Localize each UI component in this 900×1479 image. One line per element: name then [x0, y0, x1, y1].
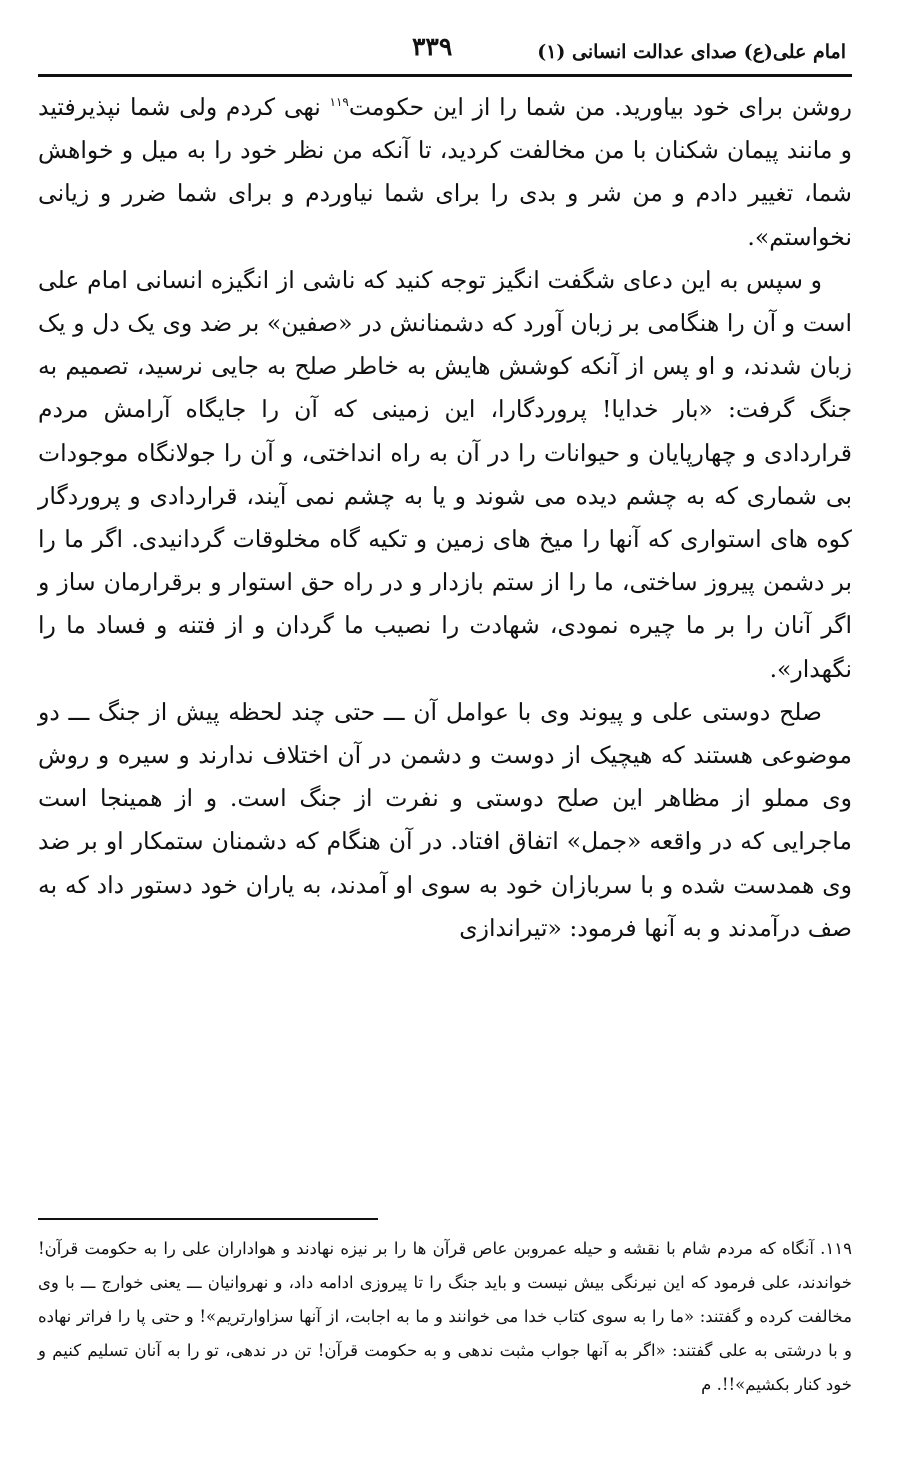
paragraph-3: صلح دوستی علی و پیوند وی با عوامل آن ـــ حتی چند لحظه پیش از جنگ ـــ دو موضوعی هستند که هیچیک از دوست و دشمن در آن اختلاف ندارند و سیره و روش وی مملو از مظاهر این صلح دوستی و نفرت از جنگ است. و از همینجا است ماجرایی که در واقعه «جمل» اتفاق افتاد. در آن هنگام که دشمنان ستمکار او بر ضد وی همدست شده و با سربازان خود به سوی او آمدند، به یاران خود دستور داد که به صف درآمدند و به آنها فرمود: «تیراندازی — [38, 697, 852, 942]
footnote-reference[interactable]: ۱۱۹ — [329, 95, 349, 110]
page-header — [38, 30, 852, 77]
page-number: ۳۳۹ — [412, 32, 453, 61]
main-text — [38, 86, 852, 950]
book-page — [38, 0, 852, 1479]
paragraph-1 — [38, 86, 852, 259]
paragraph-1-text-start: روشن برای خود بیاورید. من شما را از این حکومت — [348, 93, 852, 121]
running-title: امام علی(ع) صدای عدالت انسانی (۱) — [537, 41, 846, 63]
paragraph-2: و سپس به این دعای شگفت انگیز توجه کنید که ناشی از انگیزه انسانی امام علی است و آن را هنگامی بر زبان آورد که دشمنانش در «صفین» بر ضد وی یک دل و یک زبان شدند، و او پس از آنکه کوشش هایش به خاطر صلح به جایی نرسید، تصمیم به جنگ گرفت: «بار خدایا! پروردگارا، این زمینی که آن را جایگاه آرامش مردم قراردادی و چهارپایان و حیوانات را در آن به راه انداختی، و آن را جولانگاه موجودات بی شماری که به چشم دیده می شوند و یا به چشم نمی آیند، قراردادی و پروردگار کوه های استواری که آنها را میخ های زمین و تکیه گاه مخلوقات گردانیدی. اگر ما را بر دشمن پیروز ساختی، ما را از ستم بازدار و در راه حق استوار و برقرارمان ساز و اگر آنان را بر ما چیره نمودی، شهادت را نصیب ما گردان و از فتنه و فساد ما را نگهدار». — [38, 265, 852, 683]
footnote-119: ۱۱۹. آنگاه که مردم شام با نقشه و حیله عمروبن عاص قرآن ها را بر نیزه نهادند و هواداران علی را به حکومت قرآن! خواندند، علی فرمود که این نیرنگی بیش نیست و باید جنگ را تا پیروزی ادامه داد، و نهروانیان ـــ یعنی خوارج ـــ با وی مخالفت کرده و گفتند: «ما را به سوی کتاب خدا می خوانند و ما به اجابت، از آنها سزاوارتریم»! و حتی پا را فراتر نهاده و با درشتی به علی گفتند: «اگر به آنها جواب مثبت ندهی و به حکومت قرآن! تن در ندهی، تو را به آنان تسلیم کنیم و خود کنار بکشیم»!!. م — [38, 1239, 852, 1394]
paragraph-1-text-end: نهی کردم ولی شما نپذیرفتید و مانند پیمان شکنان با من مخالفت کردید، تا آنکه من نظر خود را به میل و خواهش شما، تغییر دادم و من شر و بدی را برای شما نیاوردم و برای شما ضرر و زیانی نخواستم». — [38, 93, 852, 251]
footnote-divider — [38, 1218, 378, 1220]
footnotes-section — [38, 1232, 852, 1402]
